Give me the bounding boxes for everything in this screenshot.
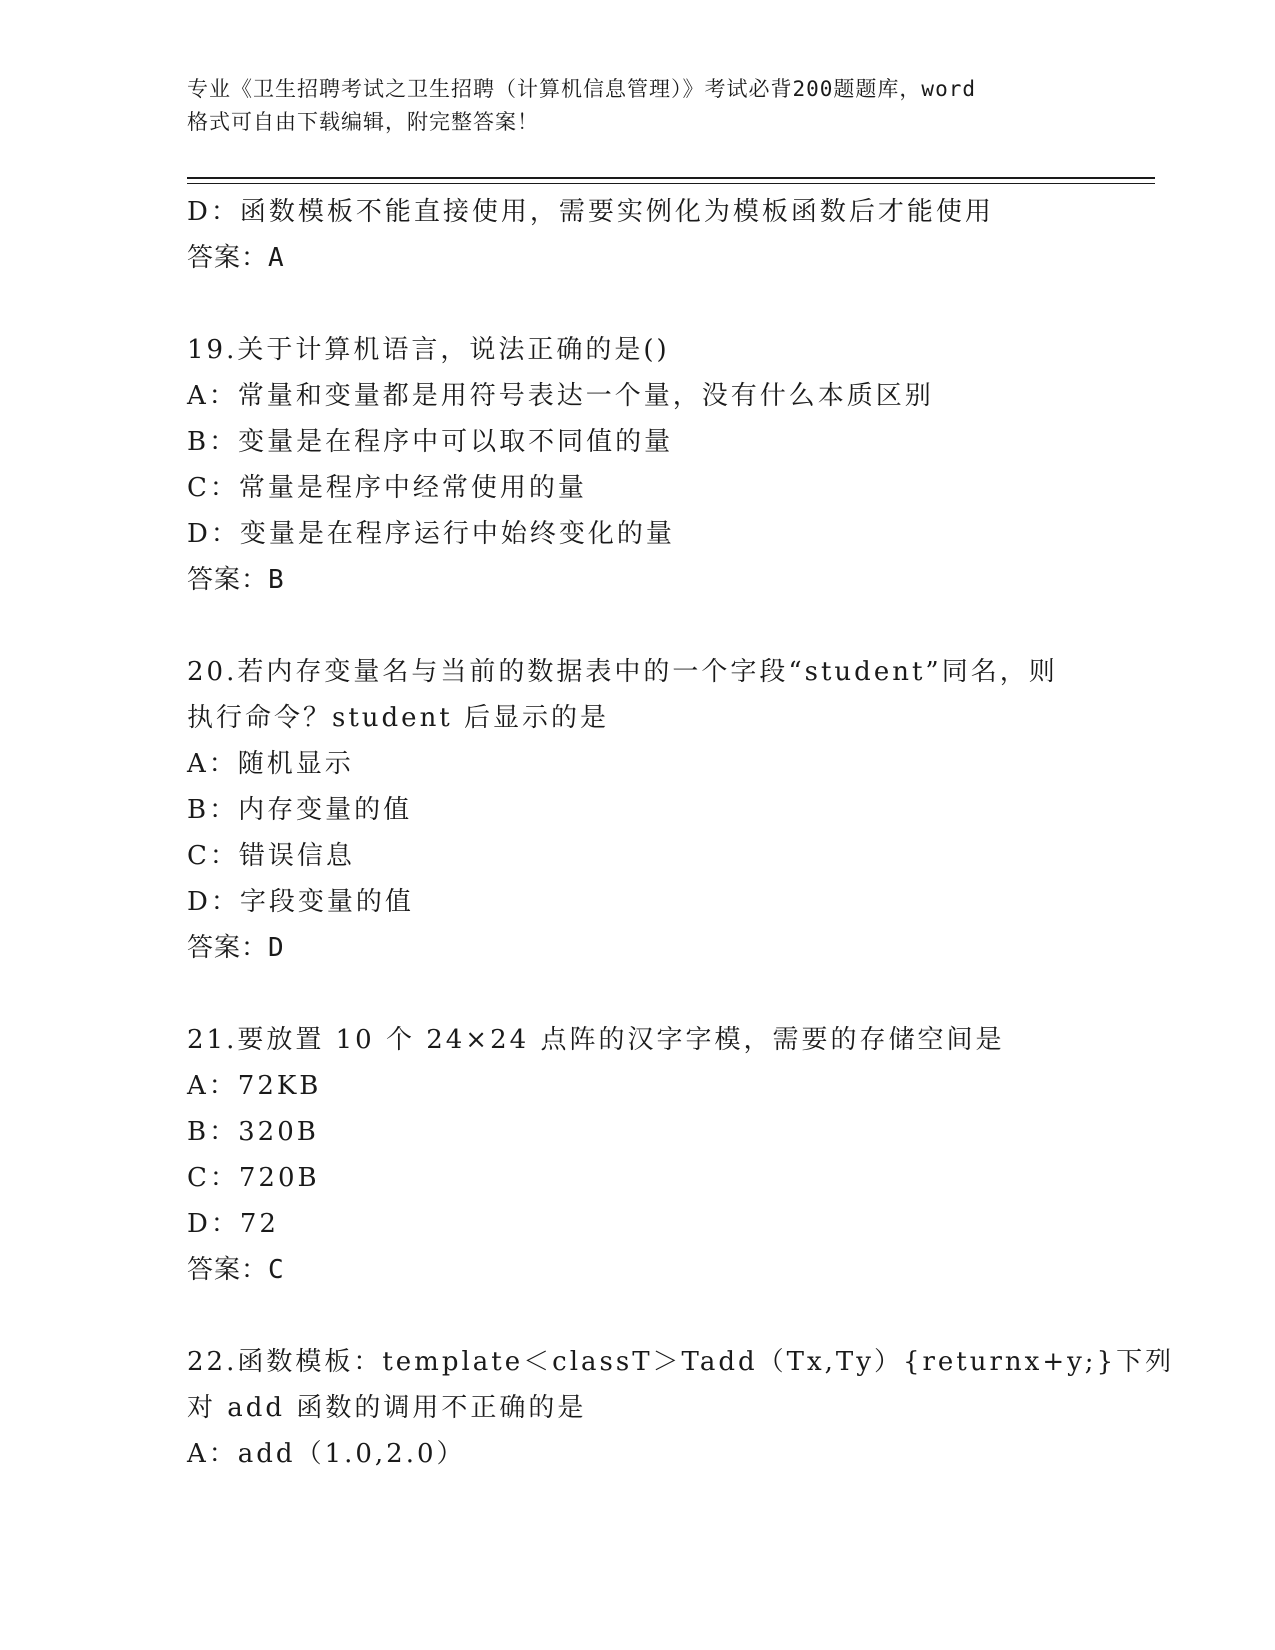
option-b: B：320B xyxy=(187,1117,319,1147)
option-b: B：内存变量的值 xyxy=(187,795,413,825)
header-title-line-2: 格式可自由下载编辑，附完整答案！ xyxy=(187,110,539,134)
question-19 xyxy=(187,327,1087,603)
option-c: C：错误信息 xyxy=(187,841,355,871)
option-b: B：变量是在程序中可以取不同值的量 xyxy=(187,427,674,457)
question-21 xyxy=(187,1017,1087,1293)
question-stem: 19.关于计算机语言，说法正确的是() xyxy=(187,335,670,365)
option-a: A：常量和变量都是用符号表达一个量，没有什么本质区别 xyxy=(187,381,934,411)
question-list xyxy=(187,189,1175,1477)
header-divider-thin xyxy=(187,183,1155,184)
header-divider-thick xyxy=(187,177,1155,179)
question-20 xyxy=(187,649,1087,971)
header-title-line-1: 专业《卫生招聘考试之卫生招聘（计算机信息管理）》考试必背200题题库，word xyxy=(187,77,976,101)
question-stem-continued: 执行命令？student 后显示的是 xyxy=(187,703,610,733)
answer-label: 答案：B xyxy=(187,565,285,595)
question-22 xyxy=(187,1339,1175,1477)
option-a: A：add（1.0,2.0） xyxy=(187,1439,466,1469)
option-c: C：720B xyxy=(187,1163,320,1193)
question-stem: 20.若内存变量名与当前的数据表中的一个字段“student”同名，则 xyxy=(187,657,1058,687)
option-d: D：函数模板不能直接使用，需要实例化为模板函数后才能使用 xyxy=(187,197,994,227)
option-d: D：72 xyxy=(187,1209,279,1239)
document-header xyxy=(187,73,1087,139)
question-stem-continued: 对 add 函数的调用不正确的是 xyxy=(187,1393,587,1423)
option-d: D：字段变量的值 xyxy=(187,887,414,917)
option-a: A：72KB xyxy=(187,1071,322,1101)
spacer xyxy=(187,971,1087,1017)
spacer xyxy=(187,603,1087,649)
answer-label: 答案：A xyxy=(187,243,285,273)
answer-label: 答案：C xyxy=(187,1255,285,1285)
option-c: C：常量是程序中经常使用的量 xyxy=(187,473,587,503)
option-a: A：随机显示 xyxy=(187,749,354,779)
question-stem: 21.要放置 10 个 24×24 点阵的汉字字模，需要的存储空间是 xyxy=(187,1025,1005,1055)
option-d: D：变量是在程序运行中始终变化的量 xyxy=(187,519,675,549)
spacer xyxy=(187,1293,1087,1339)
answer-label: 答案：D xyxy=(187,933,285,963)
spacer xyxy=(187,281,1087,327)
question-stem: 22.函数模板：template＜classT＞Tadd（Tx,Ty）{returnx+y;}下列 xyxy=(187,1347,1175,1377)
